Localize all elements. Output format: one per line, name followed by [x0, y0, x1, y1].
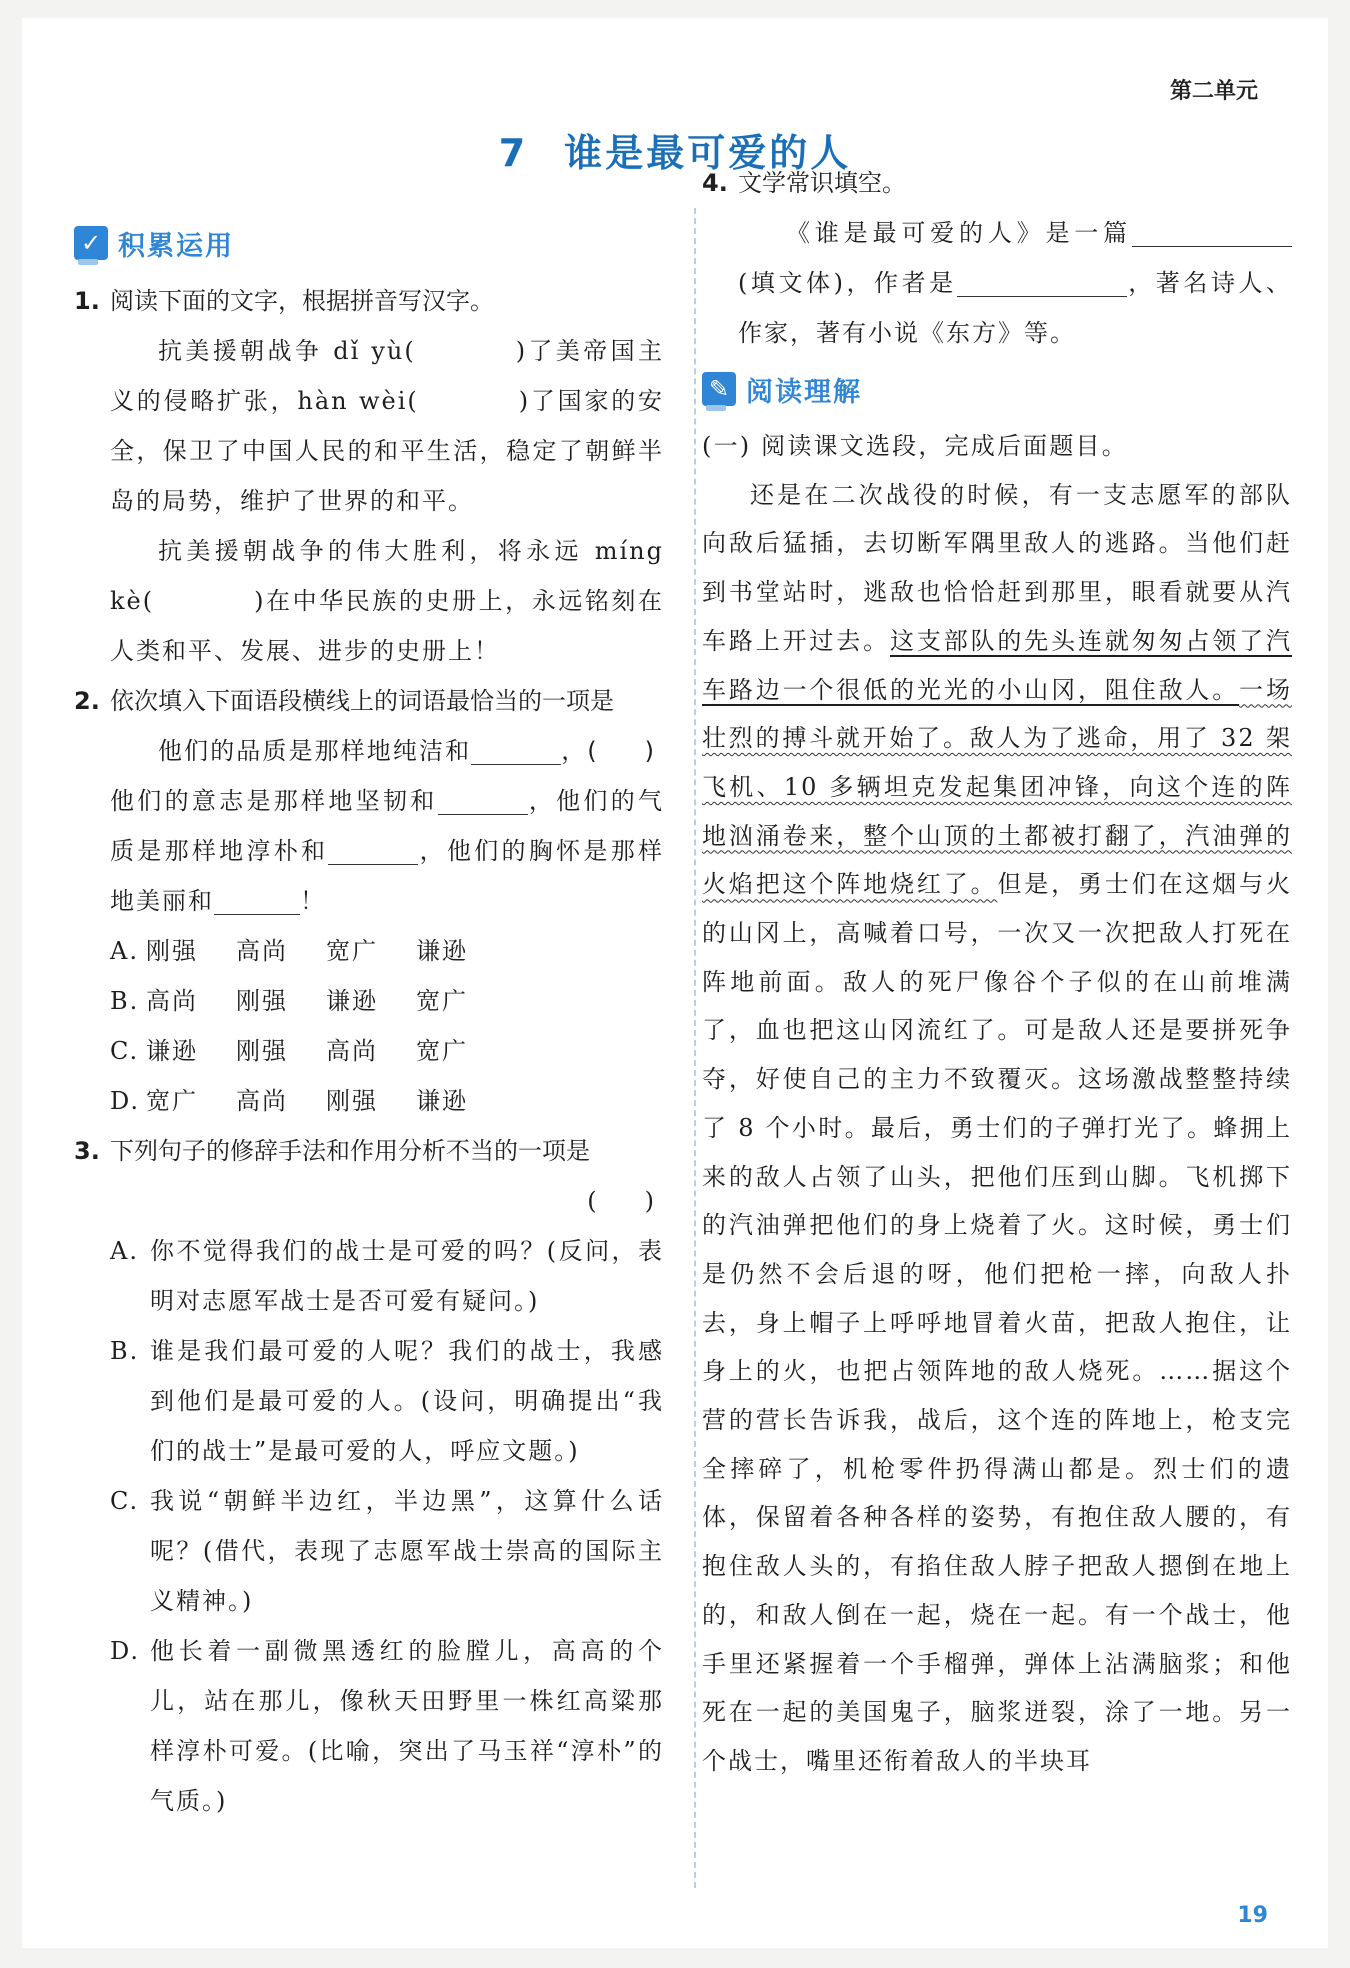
text-segment: ！ — [300, 887, 326, 915]
option-word: 宽广 — [416, 1037, 468, 1065]
question-3 — [74, 1126, 664, 1826]
option-word: 谦逊 — [146, 1037, 198, 1065]
lesson-number: 7 — [498, 131, 529, 175]
passage-paragraph — [738, 208, 1292, 358]
option-word: 谦逊 — [416, 937, 468, 965]
option-text: 你不觉得我们的战士是可爱的吗？(反问，表明对志愿军战士是否可爱有疑问。) — [150, 1237, 664, 1315]
question-number: 2. — [74, 687, 100, 715]
text-segment: )了美帝国主义的侵略扩张，hàn wèi( — [110, 337, 664, 415]
text-segment: 他们的品质是那样地纯洁和 — [158, 737, 472, 765]
answer-paren[interactable]: ( ) — [587, 1187, 654, 1215]
option-a[interactable] — [110, 1226, 664, 1326]
workbook-page — [22, 18, 1328, 1948]
left-column — [74, 218, 664, 1826]
passage-paragraph — [110, 326, 664, 526]
options-grid — [110, 926, 664, 1126]
section-accumulate-header — [74, 218, 664, 268]
text-segment: 但是，勇士们在这烟与火的山冈上，高喊着口号，一次又一次把敌人打死在阵地前面。敌人的死尸像谷个子似的在山前堆满了，血也把这山冈流红了。可是敌人还是要拼死争夺，好使自己的主力不致覆灭。这场激战整整持续了 8 个小时。最后，勇士们的子弹打光了。蜂拥上来的敌人占领了山头，把他们压到山脚。飞机掷下的汽油弹把他们的身上烧着了火。这时候，勇士们是仍然不会后退的呀，他们把枪一摔，向敌人扑去，身上帽子上呼呼地冒着火苗，把敌人抱住，让身上的火，也把占领阵地的敌人烧死。……据这个营的营长告诉我，战后，这个连的阵地上，枪支完全摔碎了，机枪零件扔得满山都是。烈士们的遗体，保留着各种各样的姿势，有抱住敌人腰的，有抱住敌人头的，有掐住敌人脖子把敌人摁倒在地上的，和敌人倒在一起，烧在一起。有一个战士，他手里还紧握着一个手榴弹，弹体上沾满脑浆；和他死在一起的美国鬼子，脑浆迸裂，涂了一地。另一个战士，嘴里还衔着敌人的半块耳 — [702, 870, 1293, 1775]
section-reading-title: 阅读理解 — [746, 376, 862, 408]
fill-blank[interactable] — [1132, 216, 1292, 247]
option-label[interactable]: C. — [110, 1037, 140, 1065]
option-word: 高尚 — [236, 937, 288, 965]
section-reading-header — [702, 364, 1292, 414]
option-text: 谁是我们最可爱的人呢？我们的战士，我感到他们是最可爱的人。(设问，明确提出“我们的战士”是最可爱的人，呼应文题。) — [150, 1337, 664, 1465]
question-number: 4. — [702, 169, 728, 197]
option-word: 刚强 — [236, 1037, 288, 1065]
option-d[interactable] — [110, 1626, 664, 1826]
text-segment: )在中华民族的史册上，永远铭刻在人类和平、发展、进步的史册上！ — [110, 587, 664, 665]
option-label[interactable]: A. — [110, 937, 139, 965]
question-stem: 下列句子的修辞手法和作用分析不当的一项是 — [110, 1137, 590, 1165]
option-word: 高尚 — [146, 987, 198, 1015]
passage-paragraph — [702, 471, 1292, 1786]
option-word: 谦逊 — [416, 1087, 468, 1115]
wavy-underlined-sentence: 一场壮烈的搏斗就开始了。敌人为了逃命，用了 32 架飞机、10 多辆坦克发起集团冲锋，向这个连的阵地汹涌卷来，整个山顶的土都被打翻了，汽油弹的火焰把这个阵地烧红了。 — [702, 675, 1293, 899]
text-segment: ，他们的胸怀是那样地美丽和 — [110, 837, 665, 915]
right-column — [702, 158, 1292, 1786]
passage-paragraph — [110, 526, 664, 676]
option-word: 宽广 — [326, 937, 378, 965]
lesson-title-text: 谁是最可爱的人 — [564, 131, 852, 175]
text-segment: 《谁是最可爱的人》是一篇 — [786, 219, 1132, 247]
answer-paren[interactable]: ( ) — [587, 737, 654, 765]
option-word: 谦逊 — [326, 987, 378, 1015]
option-word: 宽广 — [416, 987, 468, 1015]
option-word: 刚强 — [326, 1087, 378, 1115]
option-label: B. — [110, 1337, 140, 1365]
fill-blank[interactable] — [957, 266, 1127, 297]
option-b[interactable] — [110, 1326, 664, 1476]
text-segment: )了国家的安全，保卫了中国人民的和平生活，稳定了朝鲜半岛的局势，维护了世界的和平。 — [110, 387, 664, 515]
fill-blank[interactable] — [471, 734, 561, 765]
option-text: 我说“朝鲜半边红，半边黑”，这算什么话呢？(借代，表现了志愿军战士崇高的国际主义精神。) — [150, 1487, 664, 1615]
text-segment: ，他们的气质是那样地淳朴和 — [110, 787, 665, 865]
section-accumulate-title: 积累运用 — [118, 230, 234, 262]
fill-blank[interactable] — [328, 834, 418, 865]
text-segment: ，著名诗人、作家，著有小说《东方》等。 — [738, 269, 1292, 347]
option-word: 高尚 — [236, 1087, 288, 1115]
text-segment: 还是在二次战役的时候，有一支志愿军的部队向敌后猛插，去切断军隅里敌人的逃路。当他们赶到书堂站时，逃敌也恰恰赶到那里，眼看就要从汽车路上开过去。 — [702, 480, 1292, 655]
passage-paragraph — [110, 726, 664, 926]
question-stem: 文学常识填空。 — [738, 169, 906, 197]
page-number: 19 — [1237, 1903, 1268, 1928]
question-number: 3. — [74, 1137, 100, 1165]
check-pencil-icon: ✓ — [74, 226, 108, 260]
column-divider — [694, 208, 696, 1888]
text-segment: ，他们的意志是那样地坚韧和 — [110, 737, 588, 815]
reading-intro: (一) 阅读课文选段，完成后面题目。 — [702, 432, 1128, 460]
option-label[interactable]: D. — [110, 1087, 141, 1115]
text-segment: 抗美援朝战争 dǐ yù( — [158, 337, 416, 365]
option-text: 他长着一副微黑透红的脸膛儿，高高的个儿，站在那儿，像秋天田野里一株红高粱那样淳朴可爱。(比喻，突出了马玉祥“淳朴”的气质。) — [150, 1637, 664, 1815]
question-number: 1. — [74, 287, 100, 315]
option-label: C. — [110, 1487, 140, 1515]
fill-blank[interactable] — [214, 884, 300, 915]
text-segment: (填文体)，作者是 — [738, 269, 957, 297]
pencil-icon: ✎ — [702, 372, 736, 406]
option-label: A. — [110, 1237, 139, 1265]
option-c[interactable] — [110, 1476, 664, 1626]
underlined-sentence: 这支部队的先头连就匆匆占领了汽车路边一个很低的光光的小山冈，阻住敌人。 — [702, 626, 1292, 704]
question-stem: 阅读下面的文字，根据拼音写汉字。 — [110, 287, 494, 315]
unit-label: 第二单元 — [1169, 79, 1258, 104]
option-word: 刚强 — [236, 987, 288, 1015]
reading-passage — [702, 422, 1292, 1786]
text-segment: 抗美援朝战争的伟大胜利，将永远 míng kè( — [110, 537, 664, 615]
stem-text: 依次填入下面语段横线上的词语最恰当的一项是 — [110, 687, 614, 715]
option-label: D. — [110, 1637, 141, 1665]
option-label[interactable]: B. — [110, 987, 140, 1015]
option-word: 刚强 — [146, 937, 198, 965]
question-4 — [702, 158, 1292, 358]
option-word: 高尚 — [326, 1037, 378, 1065]
question-2 — [74, 676, 664, 1126]
fill-blank[interactable] — [438, 784, 528, 815]
option-word: 宽广 — [146, 1087, 198, 1115]
question-1 — [74, 276, 664, 676]
